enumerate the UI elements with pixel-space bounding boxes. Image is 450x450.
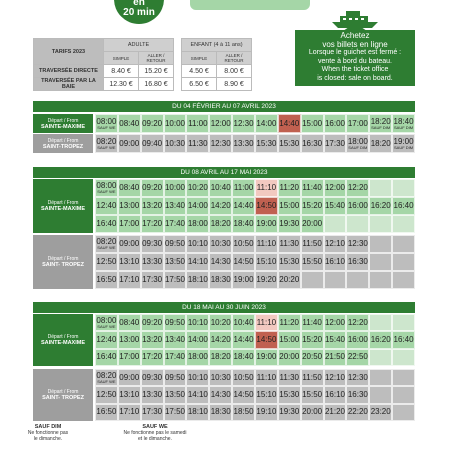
departure-time (392, 253, 415, 271)
departure-time: 15:20 (301, 331, 324, 348)
departure-label (33, 235, 93, 289)
departure-time: 10:10 (186, 314, 209, 331)
departure-time: 18:30 (209, 404, 232, 421)
departure-time (301, 271, 324, 289)
departure-time: 10:10 (186, 369, 209, 386)
tarif-label: TRAVERSÉE DIRECTE (34, 65, 104, 78)
departure-time: 18:00 SAUF DIM (346, 134, 369, 153)
departure-time: 18:00 (186, 349, 209, 366)
departure-time: 19:10 (255, 404, 278, 421)
departure-time (392, 369, 415, 386)
departure-time: 18:40 (232, 349, 255, 366)
departure-time: 11:50 (301, 235, 324, 253)
departure-time: 15:10 (255, 253, 278, 271)
departure-time: 18:20 (369, 134, 392, 153)
departure-time: 09:50 (164, 235, 187, 253)
departure-time: 16:00 (346, 331, 369, 348)
departure-time: 12:50 (95, 253, 118, 271)
departure-time: 15:50 (301, 386, 324, 403)
departure-time (346, 215, 369, 233)
departure-time: 15:30 (278, 253, 301, 271)
departure-time: 17:20 (141, 349, 164, 366)
departure-time: 21:50 (324, 349, 347, 366)
departure-time: 08:20 SAUF WE (95, 235, 118, 253)
departure-time: 13:50 (164, 253, 187, 271)
adulte-simple-header: SIMPLE (104, 52, 139, 65)
departure-time: 11:20 (278, 179, 301, 197)
departure-time: 11:00 (232, 179, 255, 197)
departure-time: 13:40 (164, 331, 187, 348)
departure-time: 16:00 (324, 114, 347, 133)
tarif-value: 8.00 € (217, 65, 252, 78)
tarif-value: 16.80 € (139, 78, 174, 91)
departure-time: 10:40 (209, 179, 232, 197)
departure-time: 11:10 (255, 369, 278, 386)
departure-time: 18:50 (232, 404, 255, 421)
departure-time (369, 314, 392, 331)
departure-time: 22:50 (346, 349, 369, 366)
departure-time: 08:00 SAUF WE (95, 314, 118, 331)
departure-time: 08:40 (118, 314, 141, 331)
departure-time: 13:20 (141, 331, 164, 348)
departure-time: 15:30 (278, 386, 301, 403)
departure-time (369, 349, 392, 366)
departure-time: 14:10 (186, 253, 209, 271)
departure-time: 17:40 (164, 215, 187, 233)
departure-time: 12:30 (232, 114, 255, 133)
departure-time: 11:10 (255, 235, 278, 253)
departure-label (33, 314, 93, 366)
departure-time: 13:40 (164, 197, 187, 215)
departure-time: 09:40 (141, 134, 164, 153)
departure-time: 14:50 (255, 331, 278, 348)
departure-time (369, 215, 392, 233)
departure-time: 08:20 SAUF WE (95, 369, 118, 386)
enfant-ar-header: ALLER / RETOUR (217, 52, 252, 65)
info-line2: vos billets en ligne (322, 39, 388, 49)
departure-time (369, 271, 392, 289)
departure-time (392, 314, 415, 331)
departure-time: 17:40 (164, 349, 187, 366)
info-line4: vente à bord du bateau. (318, 57, 392, 65)
departure-time: 15:20 (301, 197, 324, 215)
departure-time: 09:20 (141, 114, 164, 133)
tarif-label: TRAVERSÉE PAR LA BAIE (34, 78, 104, 91)
departure-time: 11:40 (301, 314, 324, 331)
departure-time: 13:00 (118, 197, 141, 215)
from-label: Départ / From (47, 334, 79, 340)
departure-time: 12:40 (95, 331, 118, 348)
duration-badge (114, 0, 164, 24)
departure-time: 18:10 (186, 404, 209, 421)
tarif-value: 6.50 € (182, 78, 217, 91)
departure-label (33, 179, 93, 233)
departure-time (324, 215, 347, 233)
departure-time: 17:20 (141, 215, 164, 233)
departure-label (33, 369, 93, 421)
departure-time: 16:40 (95, 215, 118, 233)
departure-time (369, 369, 392, 386)
departure-time: 10:10 (186, 235, 209, 253)
departure-time: 19:00 SAUF DIM (392, 134, 415, 153)
departure-time: 09:20 (141, 179, 164, 197)
departure-time: 18:30 (209, 271, 232, 289)
section-title: DU 18 MAI AU 30 JUIN 2023 (33, 302, 415, 313)
departure-time: 15:40 (324, 197, 347, 215)
info-line3: Lorsque le guichet est fermé : (308, 49, 402, 56)
departure-time: 10:20 (186, 179, 209, 197)
place-label: SAINTE-MAXIME (41, 340, 85, 346)
departure-time: 14:30 (209, 253, 232, 271)
departure-time: 14:00 (186, 331, 209, 348)
tarif-value: 15.20 € (139, 65, 174, 78)
online-tickets-box (295, 30, 415, 86)
departure-time: 10:30 (164, 134, 187, 153)
departure-time: 10:00 (164, 179, 187, 197)
departures-sainte-maxime (33, 114, 415, 133)
departure-time (392, 386, 415, 403)
departure-time: 13:30 (232, 134, 255, 153)
departure-time: 12:30 (346, 369, 369, 386)
tarif-value: 8.40 € (104, 65, 139, 78)
departure-time: 10:30 (209, 369, 232, 386)
departure-time (392, 271, 415, 289)
departure-time: 08:40 (118, 114, 141, 133)
departure-time: 13:00 (118, 331, 141, 348)
departure-time: 14:20 (209, 331, 232, 348)
departure-time: 11:20 (278, 314, 301, 331)
departure-time: 16:30 (346, 253, 369, 271)
departure-time: 17:30 (141, 271, 164, 289)
tarif-row (34, 78, 252, 91)
departure-time: 22:20 (346, 404, 369, 421)
departure-time: 17:10 (118, 271, 141, 289)
departure-time: 14:40 (232, 197, 255, 215)
departure-time: 19:30 (278, 215, 301, 233)
departure-time: 20:20 (278, 271, 301, 289)
departure-time: 11:40 (301, 179, 324, 197)
badge-line2: 20 min (123, 7, 155, 18)
departure-label (33, 134, 93, 153)
departure-time (369, 179, 392, 197)
departure-time: 17:30 (141, 404, 164, 421)
departure-time: 14:00 (255, 114, 278, 133)
departure-time: 12:10 (324, 235, 347, 253)
departure-time: 13:30 (141, 253, 164, 271)
departure-time: 11:50 (301, 369, 324, 386)
departure-time: 08:00 SAUF WE (95, 179, 118, 197)
departure-time: 10:40 (232, 314, 255, 331)
departure-time: 15:50 (301, 253, 324, 271)
departure-time: 12:10 (324, 369, 347, 386)
departure-time: 08:40 (118, 179, 141, 197)
section-title: DU 08 AVRIL AU 17 MAI 2023 (33, 167, 415, 178)
tarifs-table (33, 38, 252, 91)
departure-time: 11:00 (186, 114, 209, 133)
departure-time: 18:40 SAUF DIM (392, 114, 415, 133)
tarifs-title: TARIFS 2023 (34, 39, 104, 65)
departure-time: 10:20 (209, 314, 232, 331)
departure-time: 17:00 (346, 114, 369, 133)
departure-time: 14:00 (186, 197, 209, 215)
departure-time: 16:30 (346, 386, 369, 403)
departure-time: 11:30 (278, 369, 301, 386)
footnote-text: et le dimanche. (138, 436, 172, 442)
departure-time: 14:50 (232, 386, 255, 403)
departure-time: 14:10 (186, 386, 209, 403)
footnote-sauf-dim (18, 424, 78, 442)
departures-saint-tropez (33, 235, 415, 289)
departure-time (392, 215, 415, 233)
departure-time: 18:10 (186, 271, 209, 289)
footnote-title: SAUF DIM (34, 424, 62, 430)
place-label: SAINTE-MAXIME (41, 123, 85, 130)
departure-time: 09:50 (164, 369, 187, 386)
departure-time: 20:00 (278, 349, 301, 366)
departure-time: 16:40 (392, 331, 415, 348)
departure-time: 08:00 SAUF WE (95, 114, 118, 133)
departure-time: 09:00 (118, 235, 141, 253)
departure-time: 11:30 (186, 134, 209, 153)
departure-time: 16:10 (324, 386, 347, 403)
departure-time: 16:20 (369, 197, 392, 215)
footnote-text: Ne fonctionne pas (27, 430, 69, 436)
tarif-row (34, 65, 252, 78)
departures-sainte-maxime (33, 179, 415, 233)
departure-time: 17:50 (164, 404, 187, 421)
departure-time (392, 349, 415, 366)
departure-time: 16:20 (369, 331, 392, 348)
departures-saint-tropez (33, 369, 415, 421)
departure-time: 16:00 (346, 197, 369, 215)
departures-saint-tropez (33, 134, 415, 153)
departure-time: 21:20 (324, 404, 347, 421)
badge-line1: en (133, 0, 145, 8)
footnote-sauf-we (105, 424, 205, 442)
footnote-text: Ne fonctionne pas le samedi (123, 430, 187, 436)
place-label: SAINT- TROPEZ (42, 262, 84, 268)
departure-time (392, 404, 415, 421)
departures-sainte-maxime (33, 314, 415, 366)
departure-time: 19:20 (255, 271, 278, 289)
enfant-simple-header: SIMPLE (182, 52, 217, 65)
departure-time: 19:00 (255, 215, 278, 233)
info-line6: is closed: sale on board. (317, 74, 393, 82)
departure-time: 10:00 (164, 114, 187, 133)
departure-time: 17:30 (324, 134, 347, 153)
place-label: SAINT- TROPEZ (42, 395, 84, 401)
departure-time: 16:10 (324, 253, 347, 271)
departure-time: 10:50 (232, 235, 255, 253)
place-label: SAINTE-MAXIME (41, 206, 85, 212)
departure-time: 14:50 (232, 253, 255, 271)
departure-time: 13:10 (118, 386, 141, 403)
departure-label (33, 114, 93, 133)
departure-time: 09:30 (141, 235, 164, 253)
departure-time: 09:30 (141, 369, 164, 386)
departure-time: 15:30 (278, 134, 301, 153)
departure-time: 11:10 (255, 179, 278, 197)
departure-time: 18:40 (232, 215, 255, 233)
departure-time: 15:40 (324, 331, 347, 348)
departure-time: 12:40 (95, 197, 118, 215)
tarif-value: 4.50 € (182, 65, 217, 78)
from-label: Départ / From (47, 389, 79, 395)
departure-time: 09:50 (164, 314, 187, 331)
departure-time (346, 271, 369, 289)
departure-time: 17:00 (118, 215, 141, 233)
departure-time: 16:50 (95, 271, 118, 289)
departure-time: 08:20 SAUF WE (95, 134, 118, 153)
from-label: Départ / From (47, 137, 79, 144)
departure-time: 20:50 (301, 349, 324, 366)
departure-time: 18:00 (186, 215, 209, 233)
departure-time: 14:20 (209, 197, 232, 215)
departure-time: 19:00 (255, 349, 278, 366)
departure-time: 16:40 (392, 197, 415, 215)
section-title: DU 04 FÉVRIER AU 07 AVRIL 2023 (33, 101, 415, 112)
departure-time: 13:20 (141, 197, 164, 215)
departure-time: 14:30 (209, 386, 232, 403)
departure-time: 11:30 (278, 235, 301, 253)
departure-time: 09:00 (118, 369, 141, 386)
from-label: Départ / From (47, 256, 79, 262)
footnote-title: SAUF WE (142, 424, 168, 430)
departure-time (369, 235, 392, 253)
info-line5: When the ticket office (321, 66, 389, 73)
departure-time: 10:50 (232, 369, 255, 386)
from-label: Départ / From (47, 117, 79, 124)
departure-time (369, 253, 392, 271)
departure-time: 18:20 (209, 215, 232, 233)
departure-time: 12:20 (346, 314, 369, 331)
departure-time: 14:40 (278, 114, 301, 133)
departure-time: 12:20 (346, 179, 369, 197)
departure-time (324, 271, 347, 289)
adulte-header: ADULTE (104, 39, 174, 52)
enfant-header: ENFANT (4 à 11 ans) (182, 39, 252, 52)
info-line1: Achetez (340, 31, 370, 40)
departure-time: 15:30 (255, 134, 278, 153)
departure-time: 11:10 (255, 314, 278, 331)
departure-time: 14:50 (255, 197, 278, 215)
from-label: Départ / From (47, 200, 79, 206)
adulte-ar-header: ALLER / RETOUR (139, 52, 174, 65)
departure-time (369, 386, 392, 403)
departure-time: 15:00 (301, 114, 324, 133)
place-label: SAINT-TROPEZ (42, 143, 84, 150)
footnote-text: le dimanche. (33, 436, 63, 442)
top-band (190, 0, 310, 10)
departure-time: 12:00 (209, 114, 232, 133)
departure-time: 13:10 (118, 253, 141, 271)
departure-time: 19:00 (232, 271, 255, 289)
departure-time: 16:30 (301, 134, 324, 153)
departure-time: 15:10 (255, 386, 278, 403)
departure-time: 12:00 (324, 314, 347, 331)
departure-time: 09:00 (118, 134, 141, 153)
departure-time: 12:00 (324, 179, 347, 197)
departure-time: 12:30 (209, 134, 232, 153)
departure-time (392, 179, 415, 197)
departure-time: 12:50 (95, 386, 118, 403)
departure-time: 18:20 SAUF DIM (369, 114, 392, 133)
departure-time (392, 235, 415, 253)
departure-time: 10:30 (209, 235, 232, 253)
departure-time: 09:20 (141, 314, 164, 331)
departure-time: 15:00 (278, 197, 301, 215)
departure-time: 23:20 (369, 404, 392, 421)
departure-time: 17:50 (164, 271, 187, 289)
departure-time: 15:00 (278, 331, 301, 348)
tarif-value: 12.30 € (104, 78, 139, 91)
departure-time: 13:50 (164, 386, 187, 403)
departure-time: 20:00 (301, 215, 324, 233)
departure-time: 13:30 (141, 386, 164, 403)
departure-time: 16:40 (95, 349, 118, 366)
departure-time: 14:40 (232, 331, 255, 348)
departure-time: 20:00 (301, 404, 324, 421)
departure-time: 17:10 (118, 404, 141, 421)
departure-time: 17:00 (118, 349, 141, 366)
departure-time: 16:50 (95, 404, 118, 421)
departure-time: 19:30 (278, 404, 301, 421)
tarif-value: 8.90 € (217, 78, 252, 91)
departure-time: 12:30 (346, 235, 369, 253)
departure-time: 18:20 (209, 349, 232, 366)
